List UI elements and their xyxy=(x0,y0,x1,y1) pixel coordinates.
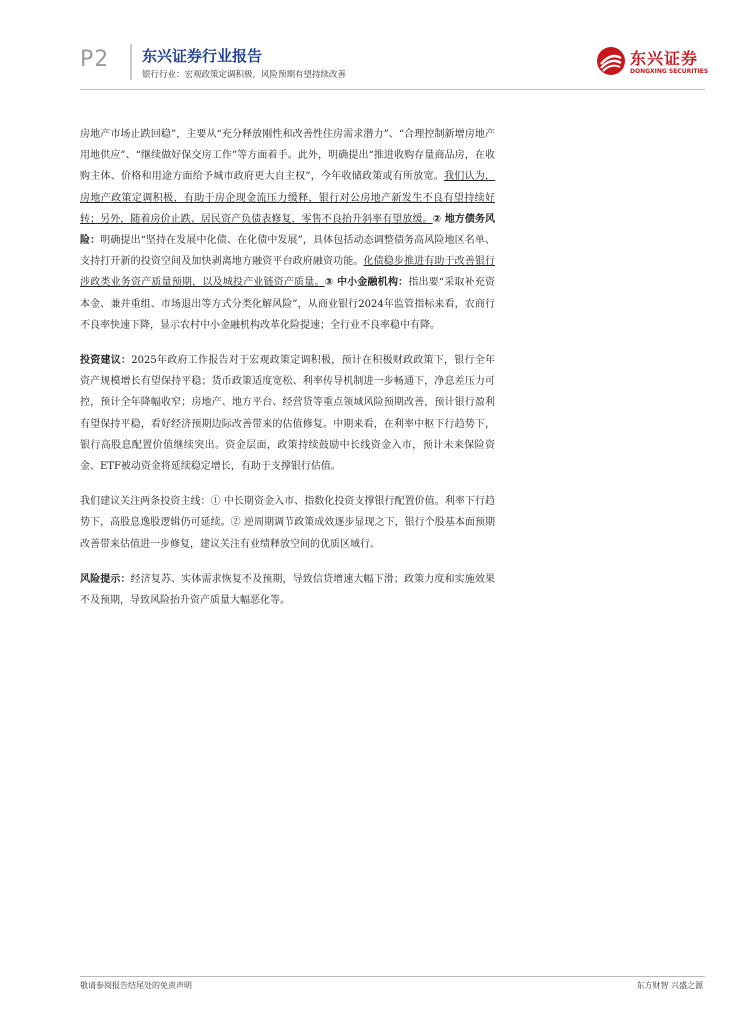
footer-slogan: 东方财智 兴盛之源 xyxy=(636,981,703,990)
page-number: P2 xyxy=(80,47,110,72)
header-divider xyxy=(130,44,132,80)
paragraph-themes xyxy=(80,491,495,555)
report-body xyxy=(80,124,495,611)
heading-small-fi: ③ 中小金融机构： xyxy=(324,277,409,289)
company-logo xyxy=(596,46,709,80)
report-title: 东兴证券行业报告 xyxy=(142,47,263,65)
header-rule xyxy=(80,89,705,90)
risk-label: 风险提示： xyxy=(80,573,131,585)
dongxing-logo-icon xyxy=(596,46,626,76)
themes-text: 我们建议关注两条投资主线：① 中长期资金入市、指数化投资支撑银行配置价值。利率下行趋势下，高股息逸股逻辑仍可延续。② 逆周期调节政策成效逐步显现之下，银行个股基本面预期改善带来估值进一步修复，建议关注有业绩释放空间的优质区域行。 xyxy=(80,496,495,550)
report-subtitle: 银行行业：宏观政策定调积极，风险预期有望持续改善 xyxy=(142,70,347,80)
investment-label: 投资建议： xyxy=(80,355,132,367)
footer-rule xyxy=(80,976,705,977)
paragraph-investment xyxy=(80,350,495,477)
footer-disclaimer: 敬请参阅报告结尾处的免责声明 xyxy=(80,981,192,990)
logo-text-en: DONGXING SECURITIES xyxy=(630,68,709,75)
policy-text-1: 房地产市场止跌回稳”，主要从“充分释放刚性和改善性住房需求潜力”、“合理控制新增房地产用地供应”、“继续做好保交房工作”等方面着手。此外，明确提出“推进收购存量商品房，在收购主体、价格和用途方面给予城市政府更大自主权”，今年收储政策或有所放宽。 xyxy=(80,129,495,183)
paragraph-risk xyxy=(80,569,495,611)
investment-text: 2025年政府工作报告对于宏观政策定调积极，预计在积极财政政策下，银行全年资产规模增长有望保持平稳；货币政策适度宽松、利率传导机制进一步畅通下，净息差压力可控，预计全年降幅收窄；房地产、地方平台、经营贷等重点领域风险预期改善，预计银行盈利有望保持平稳，看好经济预期边际改善带来的估值修复。中期来看，在利率中枢下行趋势下，银行高股息配置价值继续突出。资金层面，政策持续鼓励中长线资金入市，预计未来保险资金、ETF被动资金将延续稳定增长，有助于支撑银行估值。 xyxy=(80,355,496,473)
policy-text-3: 指出要“采取补充资本金、兼并重组、市场退出等方式分类化解风险”，从商业银行2024年监管指标来看，农商行不良率快速下降，显示农村中小金融机构改革化险提速；全行业不良率稳中有降。 xyxy=(80,277,495,331)
policy-underline-1: 我们认为，房地产政策定调积极，有助于房企现金流压力缓释，银行对公房地产新发生不良有望持续好转；另外，随着房价止跌、居民资产负债表修复，零售不良抬升斜率有望放缓。 xyxy=(80,171,495,225)
paragraph-policy xyxy=(80,124,495,336)
risk-text: 经济复苏、实体需求恢复不及预期，导致信贷增速大幅下滑；政策力度和实施效果不及预期，导致风险抬升资产质量大幅恶化等。 xyxy=(80,573,495,607)
policy-underline-2: 化债稳步推进有助于改善银行涉政类业务资产质量预期，以及城投产业链资产质量。 xyxy=(80,256,495,289)
policy-text-2: 明确提出“坚持在发展中化债、在化债中发展”，具体包括动态调整债务高风险地区名单、支持打开新的投资空间及加快剥离地方融资平台政府融资功能。 xyxy=(80,235,495,268)
heading-local-debt: ② 地方债务风险： xyxy=(80,213,496,247)
logo-text-cn: 东兴证券 xyxy=(630,49,699,68)
